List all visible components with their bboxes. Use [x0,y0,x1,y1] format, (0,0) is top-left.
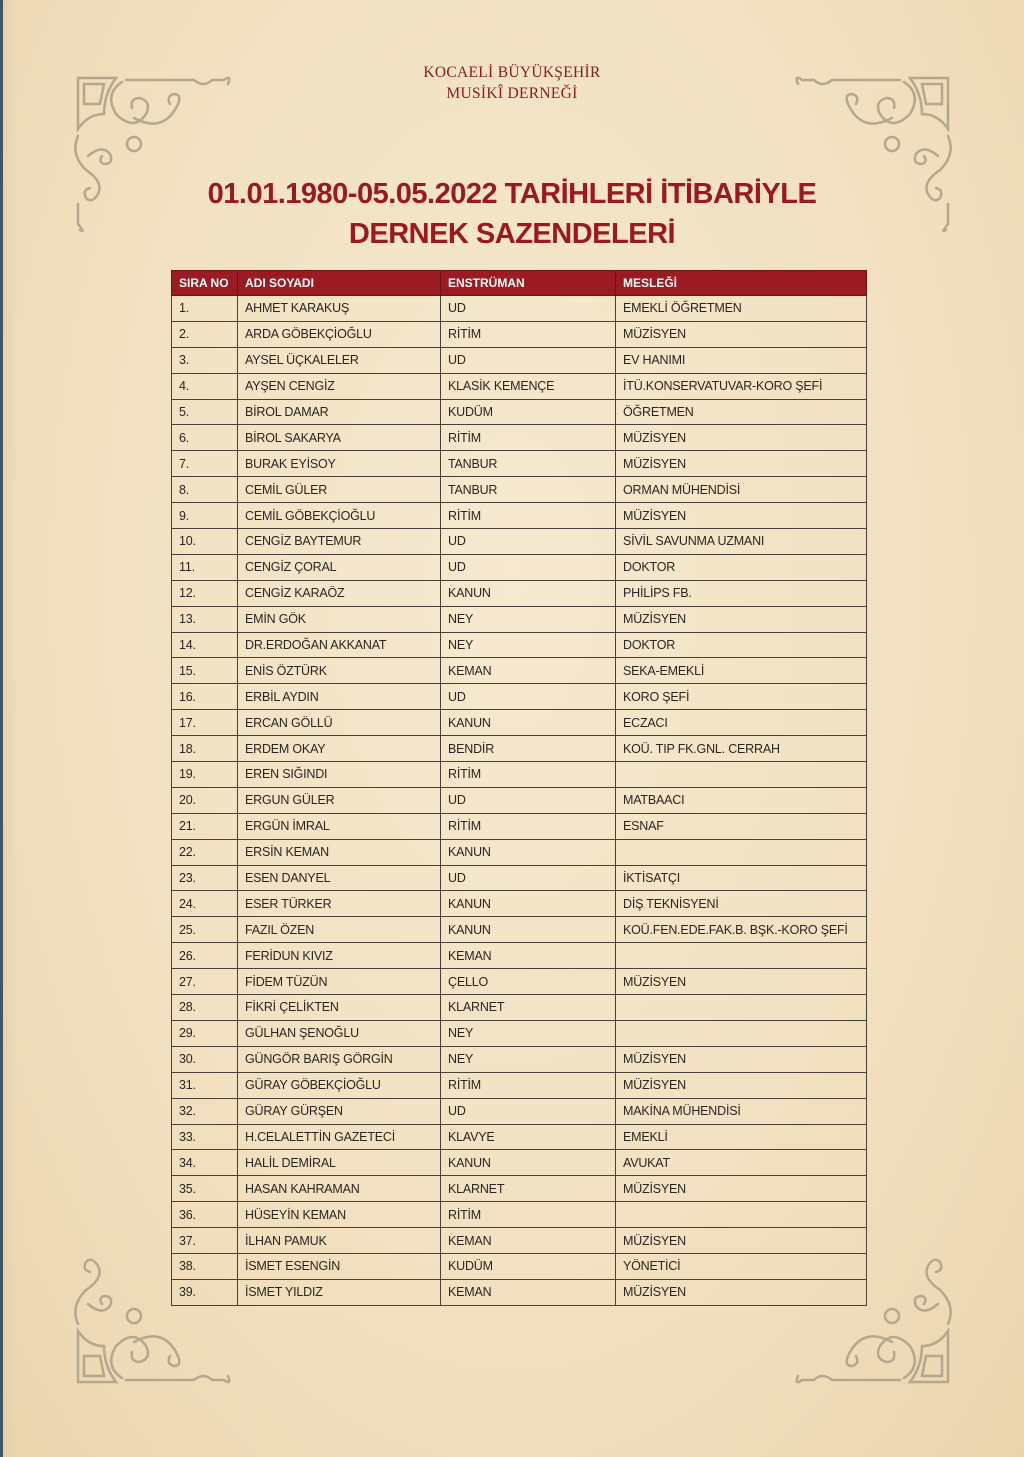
cell-name: CENGİZ BAYTEMUR [238,529,441,555]
cell-profession: MATBAACI [616,787,867,813]
cell-name: HASAN KAHRAMAN [238,1176,441,1202]
cell-name: BİROL SAKARYA [238,425,441,451]
table-row [172,1279,867,1305]
cell-instrument: RİTİM [441,813,616,839]
table-row [172,995,867,1021]
cell-profession: EMEKLİ ÖĞRETMEN [616,296,867,322]
cell-no: 2. [172,321,238,347]
table-row [172,451,867,477]
table-row [172,658,867,684]
column-header-profession: MESLEĞİ [616,271,867,296]
table-row [172,1202,867,1228]
cell-instrument: RİTİM [441,762,616,788]
cell-name: HALİL DEMİRAL [238,1150,441,1176]
cell-name: ERGUN GÜLER [238,787,441,813]
table-row [172,296,867,322]
cell-no: 7. [172,451,238,477]
cell-instrument: UD [441,787,616,813]
table-row [172,477,867,503]
cell-name: FİKRİ ÇELİKTEN [238,995,441,1021]
page-title-line1: 01.01.1980-05.05.2022 TARİHLERİ İTİBARİYLE [207,178,817,210]
table-row [172,632,867,658]
cell-name: İLHAN PAMUK [238,1228,441,1254]
cell-profession [616,762,867,788]
column-header-name: ADI SOYADI [238,271,441,296]
cell-profession: MÜZİSYEN [616,1279,867,1305]
cell-no: 37. [172,1228,238,1254]
cell-instrument: UD [441,296,616,322]
cell-no: 38. [172,1253,238,1279]
cell-no: 23. [172,865,238,891]
cell-name: FİDEM TÜZÜN [238,969,441,995]
cell-name: EREN SIĞINDI [238,762,441,788]
cell-instrument: RİTİM [441,503,616,529]
cell-instrument: RİTİM [441,1202,616,1228]
table-row [172,1020,867,1046]
column-header-instrument: ENSTRÜMAN [441,271,616,296]
cell-instrument: KANUN [441,891,616,917]
cell-instrument: KEMAN [441,658,616,684]
cell-profession: MÜZİSYEN [616,606,867,632]
cell-name: AYŞEN CENGİZ [238,373,441,399]
cell-name: ERDEM OKAY [238,736,441,762]
cell-instrument: KANUN [441,710,616,736]
cell-profession: MÜZİSYEN [616,1176,867,1202]
cell-no: 28. [172,995,238,1021]
cell-name: CENGİZ KARAÖZ [238,580,441,606]
cell-profession: MÜZİSYEN [616,321,867,347]
table-row [172,917,867,943]
cell-no: 11. [172,554,238,580]
table-row [172,710,867,736]
cell-profession: MAKİNA MÜHENDİSİ [616,1098,867,1124]
cell-profession: KOÜ.FEN.EDE.FAK.B. BŞK.-KORO ŞEFİ [616,917,867,943]
cell-profession [616,1202,867,1228]
table-row [172,1072,867,1098]
cell-instrument: RİTİM [441,425,616,451]
cell-no: 10. [172,529,238,555]
cell-instrument: TANBUR [441,477,616,503]
cell-name: EMİN GÖK [238,606,441,632]
cell-profession: MÜZİSYEN [616,1072,867,1098]
cell-no: 15. [172,658,238,684]
cell-instrument: KEMAN [441,1279,616,1305]
cell-no: 5. [172,399,238,425]
page-title [0,174,1024,254]
table-row [172,1046,867,1072]
cell-instrument: TANBUR [441,451,616,477]
cell-instrument: KEMAN [441,1228,616,1254]
table-row [172,943,867,969]
cell-name: CENGİZ ÇORAL [238,554,441,580]
table-row [172,554,867,580]
table-body [172,296,867,1306]
cell-instrument: KLASİK KEMENÇE [441,373,616,399]
cell-instrument: UD [441,529,616,555]
cell-instrument: KANUN [441,917,616,943]
cell-no: 16. [172,684,238,710]
cell-profession: SEKA-EMEKLİ [616,658,867,684]
cell-no: 33. [172,1124,238,1150]
organization-name-line1: KOCAELİ BÜYÜKŞEHİR [423,64,601,81]
cell-no: 39. [172,1279,238,1305]
cell-profession: KOÜ. TIP FK.GNL. CERRAH [616,736,867,762]
table-row [172,503,867,529]
cell-name: AYSEL ÜÇKALELER [238,347,441,373]
table-row [172,580,867,606]
cell-profession: ÖĞRETMEN [616,399,867,425]
table-row [172,684,867,710]
cell-name: ERCAN GÖLLÜ [238,710,441,736]
table-row [172,736,867,762]
cell-instrument: RİTİM [441,321,616,347]
cell-no: 3. [172,347,238,373]
cell-name: GÜRAY GÖBEKÇİOĞLU [238,1072,441,1098]
cell-name: ENİS ÖZTÜRK [238,658,441,684]
table-row [172,891,867,917]
table-row [172,425,867,451]
cell-no: 26. [172,943,238,969]
cell-no: 19. [172,762,238,788]
table-row [172,1176,867,1202]
cell-instrument: KANUN [441,1150,616,1176]
cell-instrument: KANUN [441,580,616,606]
cell-instrument: NEY [441,632,616,658]
cell-profession: AVUKAT [616,1150,867,1176]
cell-name: DR.ERDOĞAN AKKANAT [238,632,441,658]
cell-instrument: RİTİM [441,1072,616,1098]
cell-name: GÜNGÖR BARIŞ GÖRGİN [238,1046,441,1072]
cell-instrument: NEY [441,1046,616,1072]
cell-instrument: KLAVYE [441,1124,616,1150]
cell-profession [616,1020,867,1046]
cell-instrument: KANUN [441,839,616,865]
table-row [172,373,867,399]
cell-instrument: KUDÜM [441,1253,616,1279]
musicians-table [171,270,867,1306]
cell-name: BURAK EYİSOY [238,451,441,477]
cell-profession: ESNAF [616,813,867,839]
column-header-no: SIRA NO [172,271,238,296]
cell-no: 34. [172,1150,238,1176]
cell-instrument: KUDÜM [441,399,616,425]
table-row [172,606,867,632]
cell-profession: İTÜ.KONSERVATUVAR-KORO ŞEFİ [616,373,867,399]
cell-no: 35. [172,1176,238,1202]
cell-instrument: KLARNET [441,1176,616,1202]
cell-no: 4. [172,373,238,399]
cell-no: 13. [172,606,238,632]
cell-name: FERİDUN KIVIZ [238,943,441,969]
cell-no: 29. [172,1020,238,1046]
table-row [172,1124,867,1150]
cell-name: HÜSEYİN KEMAN [238,1202,441,1228]
cell-no: 9. [172,503,238,529]
table-row [172,762,867,788]
cell-name: İSMET ESENGİN [238,1253,441,1279]
table-row [172,813,867,839]
table-row [172,839,867,865]
cell-profession: PHİLİPS FB. [616,580,867,606]
cell-name: CEMİL GÜLER [238,477,441,503]
cell-profession [616,943,867,969]
cell-instrument: NEY [441,1020,616,1046]
cell-profession: DİŞ TEKNİSYENİ [616,891,867,917]
cell-name: H.CELALETTİN GAZETECİ [238,1124,441,1150]
cell-no: 1. [172,296,238,322]
page-title-line2: DERNEK SAZENDELERİ [348,218,676,250]
cell-no: 17. [172,710,238,736]
table-row [172,399,867,425]
cell-no: 21. [172,813,238,839]
cell-no: 18. [172,736,238,762]
table-row [172,1253,867,1279]
cell-name: AHMET KARAKUŞ [238,296,441,322]
cell-instrument: KEMAN [441,943,616,969]
cell-instrument: NEY [441,606,616,632]
cell-name: GÜRAY GÜRŞEN [238,1098,441,1124]
cell-profession [616,995,867,1021]
cell-no: 32. [172,1098,238,1124]
cell-no: 8. [172,477,238,503]
cell-no: 31. [172,1072,238,1098]
cell-profession: DOKTOR [616,554,867,580]
cell-no: 14. [172,632,238,658]
cell-no: 12. [172,580,238,606]
organization-name [0,62,1024,104]
cell-profession: ORMAN MÜHENDİSİ [616,477,867,503]
cell-name: ESER TÜRKER [238,891,441,917]
cell-no: 30. [172,1046,238,1072]
cell-instrument: UD [441,554,616,580]
cell-no: 24. [172,891,238,917]
cell-profession: EMEKLİ [616,1124,867,1150]
table-header-row [172,271,867,296]
cell-name: ARDA GÖBEKÇİOĞLU [238,321,441,347]
cell-no: 25. [172,917,238,943]
cell-no: 27. [172,969,238,995]
cell-instrument: UD [441,347,616,373]
cell-profession: EV HANIMI [616,347,867,373]
cell-profession: İKTİSATÇI [616,865,867,891]
cell-name: ESEN DANYEL [238,865,441,891]
cell-profession: MÜZİSYEN [616,969,867,995]
cell-no: 22. [172,839,238,865]
cell-no: 36. [172,1202,238,1228]
cell-name: ERBİL AYDIN [238,684,441,710]
cell-name: ERGÜN İMRAL [238,813,441,839]
cell-profession [616,839,867,865]
cell-profession: ECZACI [616,710,867,736]
cell-instrument: KLARNET [441,995,616,1021]
cell-instrument: UD [441,1098,616,1124]
cell-name: İSMET YILDIZ [238,1279,441,1305]
cell-instrument: ÇELLO [441,969,616,995]
cell-profession: MÜZİSYEN [616,1228,867,1254]
table-row [172,969,867,995]
table-row [172,1098,867,1124]
table-row [172,1228,867,1254]
table-row [172,865,867,891]
cell-instrument: BENDİR [441,736,616,762]
cell-no: 20. [172,787,238,813]
cell-no: 6. [172,425,238,451]
table-row [172,321,867,347]
cell-profession: YÖNETİCİ [616,1253,867,1279]
table-row [172,1150,867,1176]
cell-profession: KORO ŞEFİ [616,684,867,710]
cell-profession: DOKTOR [616,632,867,658]
table-row [172,529,867,555]
cell-profession: SİVİL SAVUNMA UZMANI [616,529,867,555]
table-row [172,787,867,813]
cell-name: GÜLHAN ŞENOĞLU [238,1020,441,1046]
cell-profession: MÜZİSYEN [616,1046,867,1072]
cell-instrument: UD [441,865,616,891]
organization-name-line2: MUSİKÎ DERNEĞİ [446,85,578,102]
cell-profession: MÜZİSYEN [616,503,867,529]
cell-instrument: UD [441,684,616,710]
cell-name: BİROL DAMAR [238,399,441,425]
cell-name: FAZIL ÖZEN [238,917,441,943]
table-row [172,347,867,373]
cell-profession: MÜZİSYEN [616,451,867,477]
cell-name: ERSİN KEMAN [238,839,441,865]
cell-name: CEMİL GÖBEKÇİOĞLU [238,503,441,529]
cell-profession: MÜZİSYEN [616,425,867,451]
